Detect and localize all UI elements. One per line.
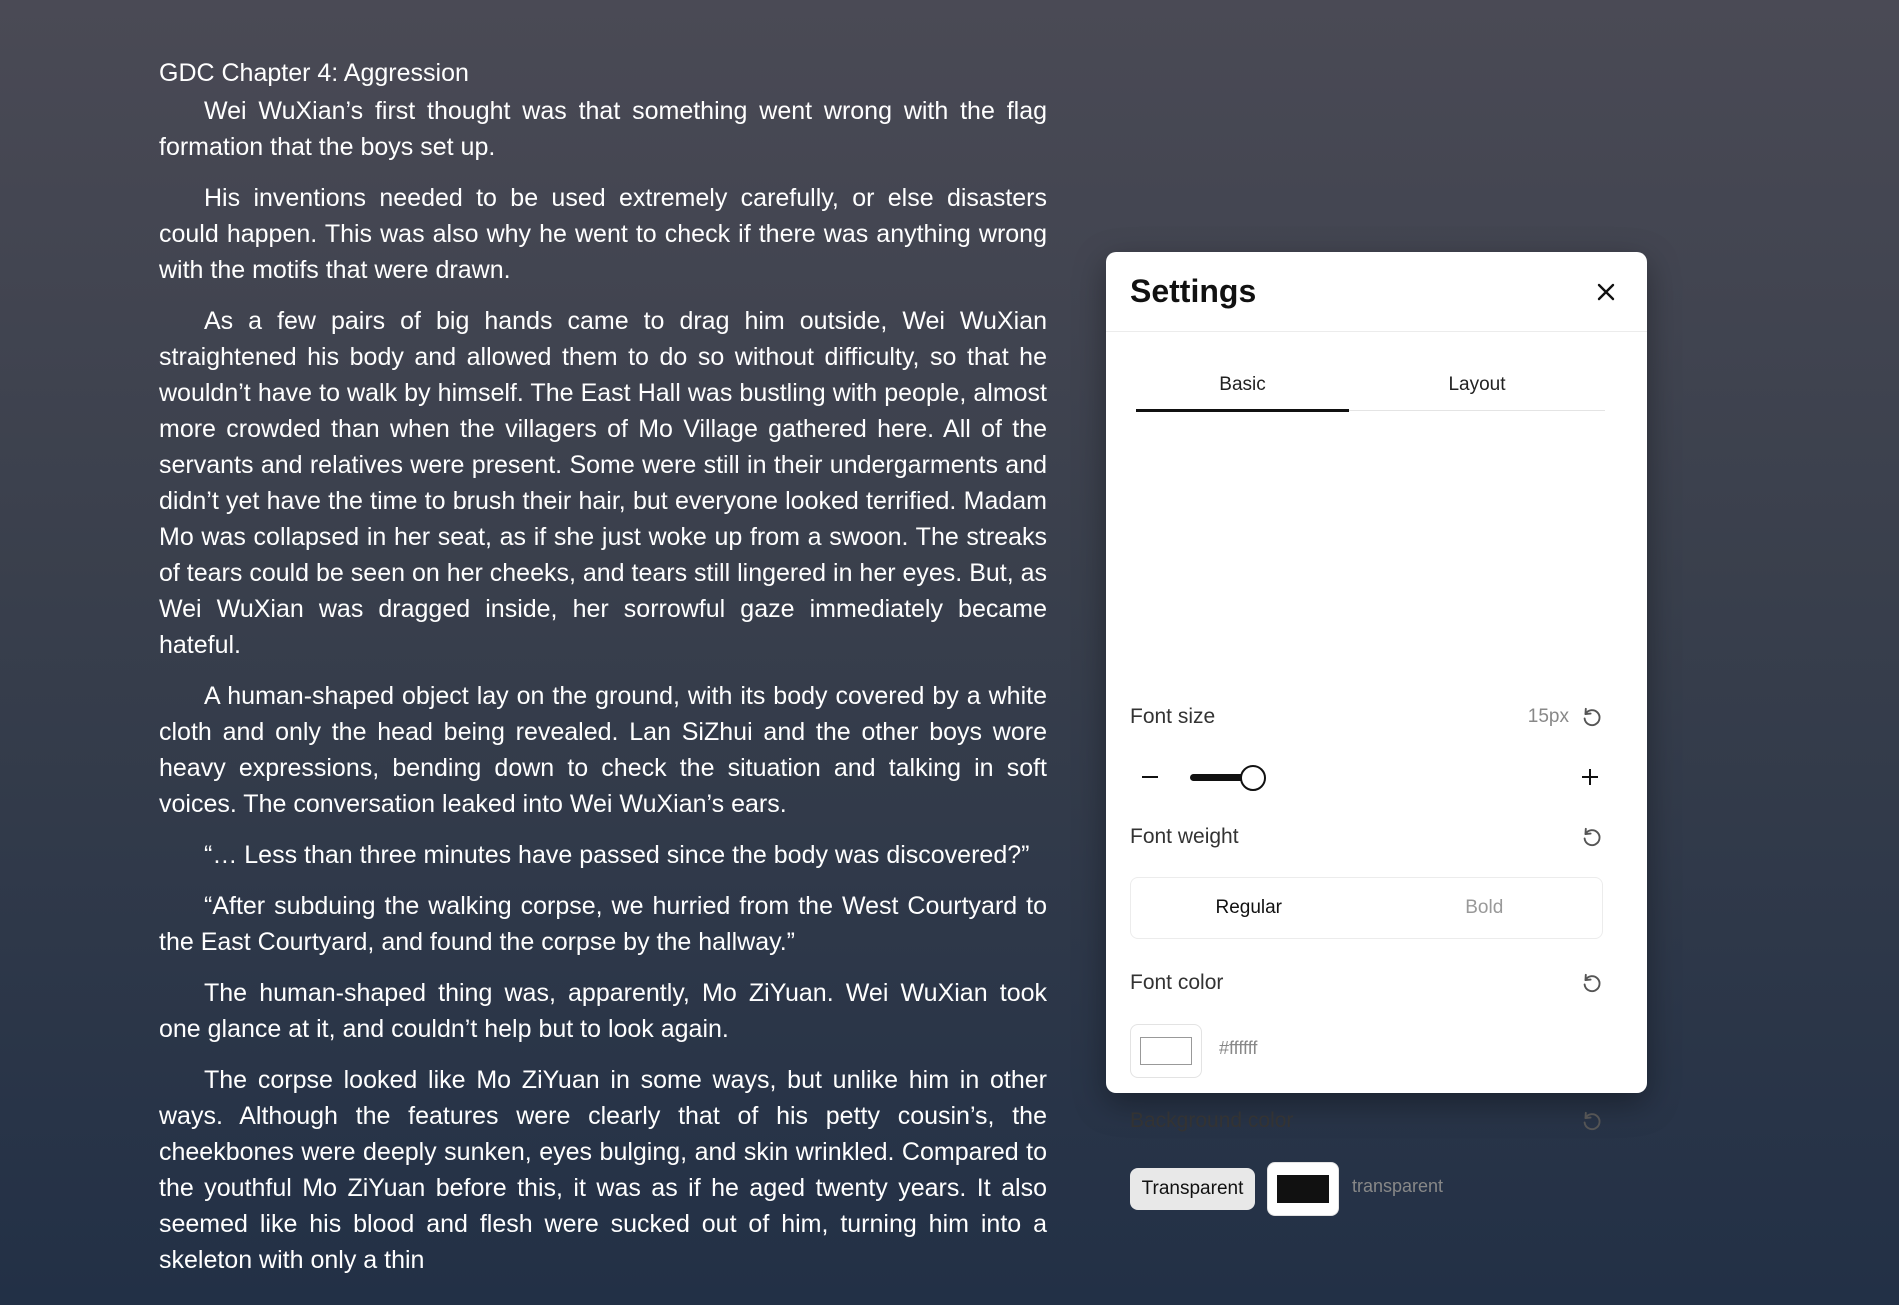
reset-icon: [1580, 705, 1604, 729]
background-color-reset-button[interactable]: [1579, 1108, 1605, 1134]
paragraph: The human-shaped thing was, apparently, Mo ZiYuan. Wei WuXian took one glance at it, and couldn’t help but to look again.: [159, 979, 1047, 1043]
font-size-slider-row: [1130, 760, 1605, 794]
decrease-font-size-button[interactable]: [1136, 760, 1164, 794]
close-button[interactable]: [1589, 275, 1623, 309]
font-size-label: Font size: [1130, 705, 1216, 728]
font-weight-row: [1130, 824, 1605, 850]
font-size-slider-thumb[interactable]: [1240, 765, 1266, 791]
minus-icon: [1141, 768, 1159, 786]
tab-layout[interactable]: Layout: [1448, 374, 1506, 395]
font-color-row: [1130, 970, 1605, 996]
paragraph: The corpse looked like Mo ZiYuan in some ways, but unlike him in other ways. Although the features were clearly that of his petty cousin’s, the cheekbones were deeply sunken, eyes bulging, and skin wrinkled. Compared to the youthful Mo ZiYuan before this, it was as if he aged twenty years. It also seemed like his blood and flesh were sucked out of him, turning him into a skeleton with only a thin: [159, 1066, 1047, 1274]
font-color-swatch: [1140, 1037, 1192, 1065]
chapter-title: GDC Chapter 4: Aggression: [159, 59, 469, 87]
font-size-reset-button[interactable]: [1579, 704, 1605, 730]
reset-icon: [1580, 971, 1604, 995]
reader-content: [159, 53, 1047, 1293]
background-color-row: [1130, 1108, 1605, 1134]
font-color-reset-button[interactable]: [1579, 970, 1605, 996]
plus-icon: [1581, 768, 1599, 786]
font-weight-label: Font weight: [1130, 825, 1239, 848]
transparent-background-button[interactable]: Transparent: [1130, 1168, 1255, 1210]
background-color-swatch-button[interactable]: [1267, 1162, 1339, 1216]
font-color-swatch-button[interactable]: [1130, 1024, 1202, 1078]
paragraph: A human-shaped object lay on the ground, with its body covered by a white cloth and only the head being revealed. Lan SiZhui and the other boys wore heavy expressions, bending down to check the situation and talking in soft voices. The conversation leaked into Wei WuXian’s ears.: [159, 682, 1047, 818]
font-size-value: 15px: [1527, 706, 1569, 727]
font-size-row: [1130, 704, 1605, 730]
font-weight-selector: [1130, 877, 1603, 939]
paragraph: “After subduing the walking corpse, we hurried from the West Courtyard to the East Courtyard, and found the corpse by the hallway.”: [159, 892, 1047, 956]
background-color-label: Background color: [1130, 1109, 1294, 1132]
font-color-hex: #ffffff: [1219, 1038, 1258, 1058]
reset-icon: [1580, 825, 1604, 849]
settings-tabs: [1136, 368, 1605, 411]
settings-title: Settings: [1130, 273, 1257, 309]
increase-font-size-button[interactable]: [1575, 760, 1605, 794]
background-color-value: transparent: [1352, 1176, 1444, 1196]
close-icon: [1597, 283, 1615, 301]
font-weight-regular-option[interactable]: Regular: [1215, 897, 1283, 918]
paragraph: Wei WuXian’s first thought was that something went wrong with the flag formation that the boys set up.: [159, 97, 1047, 161]
paragraph: As a few pairs of big hands came to drag him outside, Wei WuXian straightened his body and allowed them to do so without difficulty, so that he wouldn’t have to walk by himself. The East Hall was bustling with people, almost more crowded than when the villagers of Mo Village gathered here. All of the servants and relatives were present. Some were still in their undergarments and didn’t yet have the time to brush their hair, but everyone looked terrified. Madam Mo was collapsed in her seat, as if she just woke up from a swoon. The streaks of tears could be seen on her cheeks, and tears still lingered in her eyes. But, as Wei WuXian was dragged inside, her sorrowful gaze immediately became hateful.: [159, 307, 1048, 659]
font-weight-reset-button[interactable]: [1579, 824, 1605, 850]
settings-panel: [1106, 252, 1647, 1199]
font-weight-bold-option[interactable]: Bold: [1465, 897, 1504, 918]
reset-icon: [1580, 1109, 1604, 1133]
background-color-swatch: [1277, 1175, 1329, 1203]
paragraph: His inventions needed to be used extremely carefully, or else disasters could happen. This was also why he went to check if there was anything wrong with the motifs that were drawn.: [159, 184, 1047, 284]
font-color-label: Font color: [1130, 971, 1224, 994]
paragraph: “… Less than three minutes have passed since the body was discovered?”: [204, 841, 1030, 869]
tab-basic[interactable]: Basic: [1136, 368, 1349, 410]
settings-header: [1106, 252, 1647, 332]
